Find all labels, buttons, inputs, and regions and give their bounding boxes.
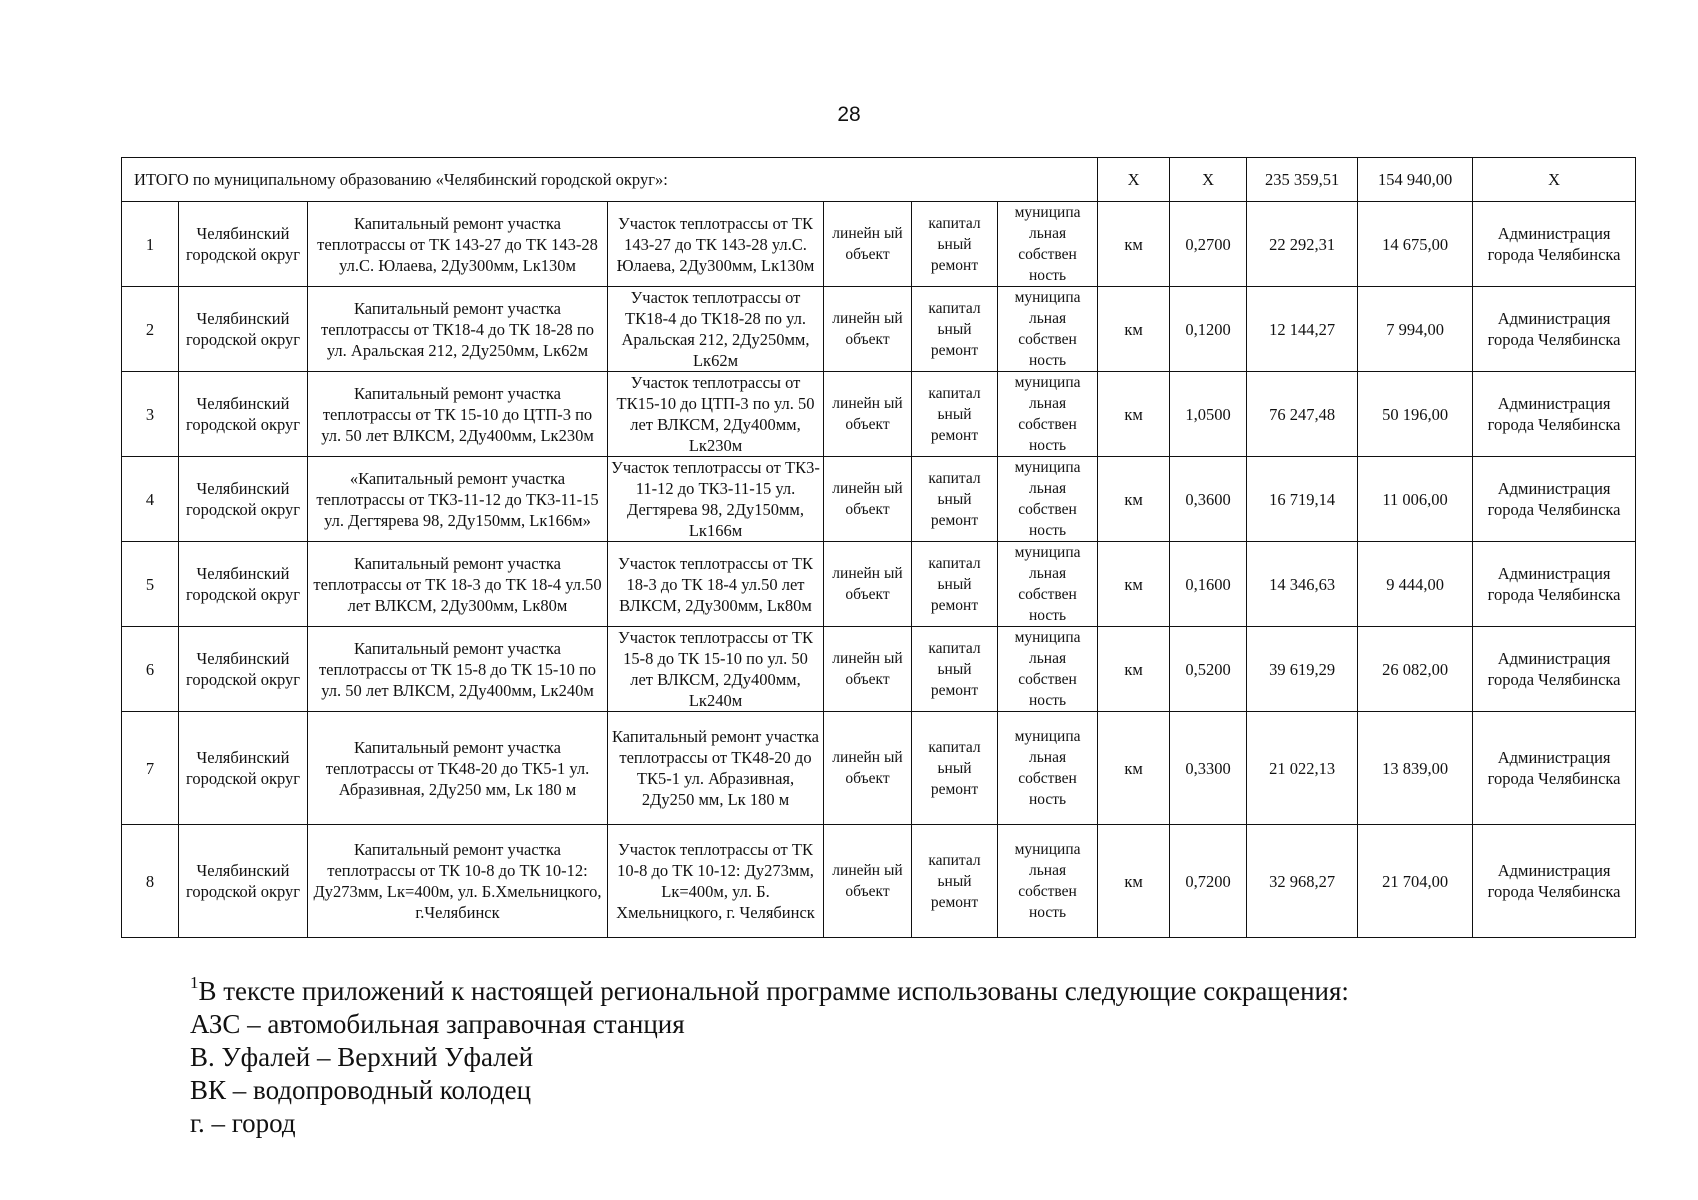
customer-cell: Администрация города Челябинска	[1473, 287, 1636, 372]
total-unit: Х	[1098, 158, 1170, 202]
quantity-cell: 1,0500	[1170, 372, 1247, 457]
quantity-cell: 0,3300	[1170, 712, 1247, 825]
object-type-cell: линейн ый объект	[824, 287, 912, 372]
budget-cost-cell: 26 082,00	[1358, 627, 1473, 712]
budget-cost-cell: 21 704,00	[1358, 825, 1473, 938]
abbreviation-item: г. – город	[190, 1108, 296, 1138]
table-row	[122, 542, 1636, 627]
municipality-cell: Челябинский городской округ	[179, 712, 308, 825]
row-number: 7	[122, 712, 179, 825]
total-cost-cell: 16 719,14	[1247, 457, 1358, 542]
work-type-cell: капитал ьный ремонт	[912, 202, 998, 287]
footnote-intro	[190, 975, 1620, 1008]
total-row	[122, 158, 1636, 202]
total-cost-cell: 14 346,63	[1247, 542, 1358, 627]
ownership-cell: муниципа льная собствен ность	[998, 372, 1098, 457]
table-row	[122, 825, 1636, 938]
quantity-cell: 0,3600	[1170, 457, 1247, 542]
municipality-cell: Челябинский городской округ	[179, 825, 308, 938]
object-name-cell: Участок теплотрассы от ТК 18-3 до ТК 18-4 ул.50 лет ВЛКСМ, 2Ду300мм, Lк80м	[608, 542, 824, 627]
footnote	[190, 975, 1620, 1140]
unit-cell: км	[1098, 825, 1170, 938]
object-type-cell: линейн ый объект	[824, 542, 912, 627]
municipality-cell: Челябинский городской округ	[179, 202, 308, 287]
object-name-cell: Капитальный ремонт участка теплотрассы от ТК48-20 до ТК5-1 ул. Абразивная, 2Ду250 мм, Lк 180 м	[608, 712, 824, 825]
total-label: ИТОГО по муниципальному образованию «Челябинский городской округ»:	[122, 158, 1098, 202]
abbreviation-item: ВК – водопроводный колодец	[190, 1075, 532, 1105]
quantity-cell: 0,1600	[1170, 542, 1247, 627]
municipality-cell: Челябинский городской округ	[179, 287, 308, 372]
budget-cost-cell: 7 994,00	[1358, 287, 1473, 372]
customer-cell: Администрация города Челябинска	[1473, 202, 1636, 287]
ownership-cell: муниципа льная собствен ность	[998, 627, 1098, 712]
object-type-cell: линейн ый объект	[824, 825, 912, 938]
abbreviation-item: АЗС – автомобильная заправочная станция	[190, 1009, 685, 1039]
unit-cell: км	[1098, 287, 1170, 372]
ownership-cell: муниципа льная собствен ность	[998, 287, 1098, 372]
unit-cell: км	[1098, 372, 1170, 457]
work-type-cell: капитал ьный ремонт	[912, 457, 998, 542]
work-type-cell: капитал ьный ремонт	[912, 627, 998, 712]
municipality-cell: Челябинский городской округ	[179, 457, 308, 542]
total-cost-cell: 39 619,29	[1247, 627, 1358, 712]
ownership-cell: муниципа льная собствен ность	[998, 712, 1098, 825]
event-name-cell: Капитальный ремонт участка теплотрассы от ТК 18-3 до ТК 18-4 ул.50 лет ВЛКСМ, 2Ду300мм, Lк80м	[308, 542, 608, 627]
municipality-cell: Челябинский городской округ	[179, 542, 308, 627]
table-row	[122, 372, 1636, 457]
ownership-cell: муниципа льная собствен ность	[998, 825, 1098, 938]
event-name-cell: «Капитальный ремонт участка теплотрассы от ТК3-11-12 до ТК3-11-15 ул. Дегтярева 98, 2Ду150мм, Lк166м»	[308, 457, 608, 542]
customer-cell: Администрация города Челябинска	[1473, 372, 1636, 457]
total-cost: 235 359,51	[1247, 158, 1358, 202]
event-name-cell: Капитальный ремонт участка теплотрассы от ТК 143-27 до ТК 143-28 ул.С. Юлаева, 2Ду300мм, Lк130м	[308, 202, 608, 287]
event-name-cell: Капитальный ремонт участка теплотрассы от ТК 15-10 до ЦТП-3 по ул. 50 лет ВЛКСМ, 2Ду400мм, Lк230м	[308, 372, 608, 457]
budget-cost-cell: 11 006,00	[1358, 457, 1473, 542]
total-quantity: Х	[1170, 158, 1247, 202]
total-cost-cell: 22 292,31	[1247, 202, 1358, 287]
customer-cell: Администрация города Челябинска	[1473, 825, 1636, 938]
row-number: 5	[122, 542, 179, 627]
municipality-cell: Челябинский городской округ	[179, 372, 308, 457]
total-cost-cell: 21 022,13	[1247, 712, 1358, 825]
object-name-cell: Участок теплотрассы от ТК18-4 до ТК18-28 по ул. Аральская 212, 2Ду250мм, Lк62м	[608, 287, 824, 372]
table-row	[122, 627, 1636, 712]
object-name-cell: Участок теплотрассы от ТК 15-8 до ТК 15-10 по ул. 50 лет ВЛКСМ, 2Ду400мм, Lк240м	[608, 627, 824, 712]
customer-cell: Администрация города Челябинска	[1473, 627, 1636, 712]
table-row	[122, 457, 1636, 542]
footnote-intro-text: В тексте приложений к настоящей региональной программе использованы следующие сокращения:	[198, 976, 1349, 1006]
program-table	[121, 157, 1636, 938]
table-row	[122, 287, 1636, 372]
total-budget-cost: 154 940,00	[1358, 158, 1473, 202]
unit-cell: км	[1098, 542, 1170, 627]
budget-cost-cell: 13 839,00	[1358, 712, 1473, 825]
budget-cost-cell: 50 196,00	[1358, 372, 1473, 457]
row-number: 3	[122, 372, 179, 457]
row-number: 8	[122, 825, 179, 938]
object-type-cell: линейн ый объект	[824, 627, 912, 712]
object-name-cell: Участок теплотрассы от ТК3-11-12 до ТК3-11-15 ул. Дегтярева 98, 2Ду150мм, Lк166м	[608, 457, 824, 542]
quantity-cell: 0,1200	[1170, 287, 1247, 372]
object-type-cell: линейн ый объект	[824, 457, 912, 542]
table-row	[122, 712, 1636, 825]
total-cost-cell: 76 247,48	[1247, 372, 1358, 457]
object-name-cell: Участок теплотрассы от ТК15-10 до ЦТП-3 по ул. 50 лет ВЛКСМ, 2Ду400мм, Lк230м	[608, 372, 824, 457]
work-type-cell: капитал ьный ремонт	[912, 287, 998, 372]
unit-cell: км	[1098, 712, 1170, 825]
unit-cell: км	[1098, 457, 1170, 542]
object-type-cell: линейн ый объект	[824, 372, 912, 457]
work-type-cell: капитал ьный ремонт	[912, 825, 998, 938]
object-name-cell: Участок теплотрассы от ТК 10-8 до ТК 10-12: Ду273мм, Lк=400м, ул. Б. Хмельницкого, г. Челябинск	[608, 825, 824, 938]
object-type-cell: линейн ый объект	[824, 202, 912, 287]
event-name-cell: Капитальный ремонт участка теплотрассы от ТК18-4 до ТК 18-28 по ул. Аральская 212, 2Ду250мм, Lк62м	[308, 287, 608, 372]
table-row	[122, 202, 1636, 287]
ownership-cell: муниципа льная собствен ность	[998, 202, 1098, 287]
footnote-marker: 1	[190, 973, 199, 992]
municipality-cell: Челябинский городской округ	[179, 627, 308, 712]
object-type-cell: линейн ый объект	[824, 712, 912, 825]
budget-cost-cell: 14 675,00	[1358, 202, 1473, 287]
total-cost-cell: 12 144,27	[1247, 287, 1358, 372]
customer-cell: Администрация города Челябинска	[1473, 712, 1636, 825]
total-cost-cell: 32 968,27	[1247, 825, 1358, 938]
page-number: 28	[837, 103, 861, 126]
object-name-cell: Участок теплотрассы от ТК 143-27 до ТК 143-28 ул.С. Юлаева, 2Ду300мм, Lк130м	[608, 202, 824, 287]
event-name-cell: Капитальный ремонт участка теплотрассы от ТК 10-8 до ТК 10-12: Ду273мм, Lк=400м, ул. Б.Хмельницкого, г.Челябинск	[308, 825, 608, 938]
row-number: 1	[122, 202, 179, 287]
row-number: 4	[122, 457, 179, 542]
customer-cell: Администрация города Челябинска	[1473, 542, 1636, 627]
event-name-cell: Капитальный ремонт участка теплотрассы от ТК48-20 до ТК5-1 ул. Абразивная, 2Ду250 мм, Lк 180 м	[308, 712, 608, 825]
ownership-cell: муниципа льная собствен ность	[998, 457, 1098, 542]
total-customer: Х	[1473, 158, 1636, 202]
work-type-cell: капитал ьный ремонт	[912, 712, 998, 825]
event-name-cell: Капитальный ремонт участка теплотрассы от ТК 15-8 до ТК 15-10 по ул. 50 лет ВЛКСМ, 2Ду400мм, Lк240м	[308, 627, 608, 712]
ownership-cell: муниципа льная собствен ность	[998, 542, 1098, 627]
budget-cost-cell: 9 444,00	[1358, 542, 1473, 627]
quantity-cell: 0,2700	[1170, 202, 1247, 287]
unit-cell: км	[1098, 202, 1170, 287]
quantity-cell: 0,7200	[1170, 825, 1247, 938]
abbreviation-item: В. Уфалей – Верхний Уфалей	[190, 1042, 534, 1072]
work-type-cell: капитал ьный ремонт	[912, 372, 998, 457]
customer-cell: Администрация города Челябинска	[1473, 457, 1636, 542]
row-number: 2	[122, 287, 179, 372]
work-type-cell: капитал ьный ремонт	[912, 542, 998, 627]
quantity-cell: 0,5200	[1170, 627, 1247, 712]
row-number: 6	[122, 627, 179, 712]
unit-cell: км	[1098, 627, 1170, 712]
